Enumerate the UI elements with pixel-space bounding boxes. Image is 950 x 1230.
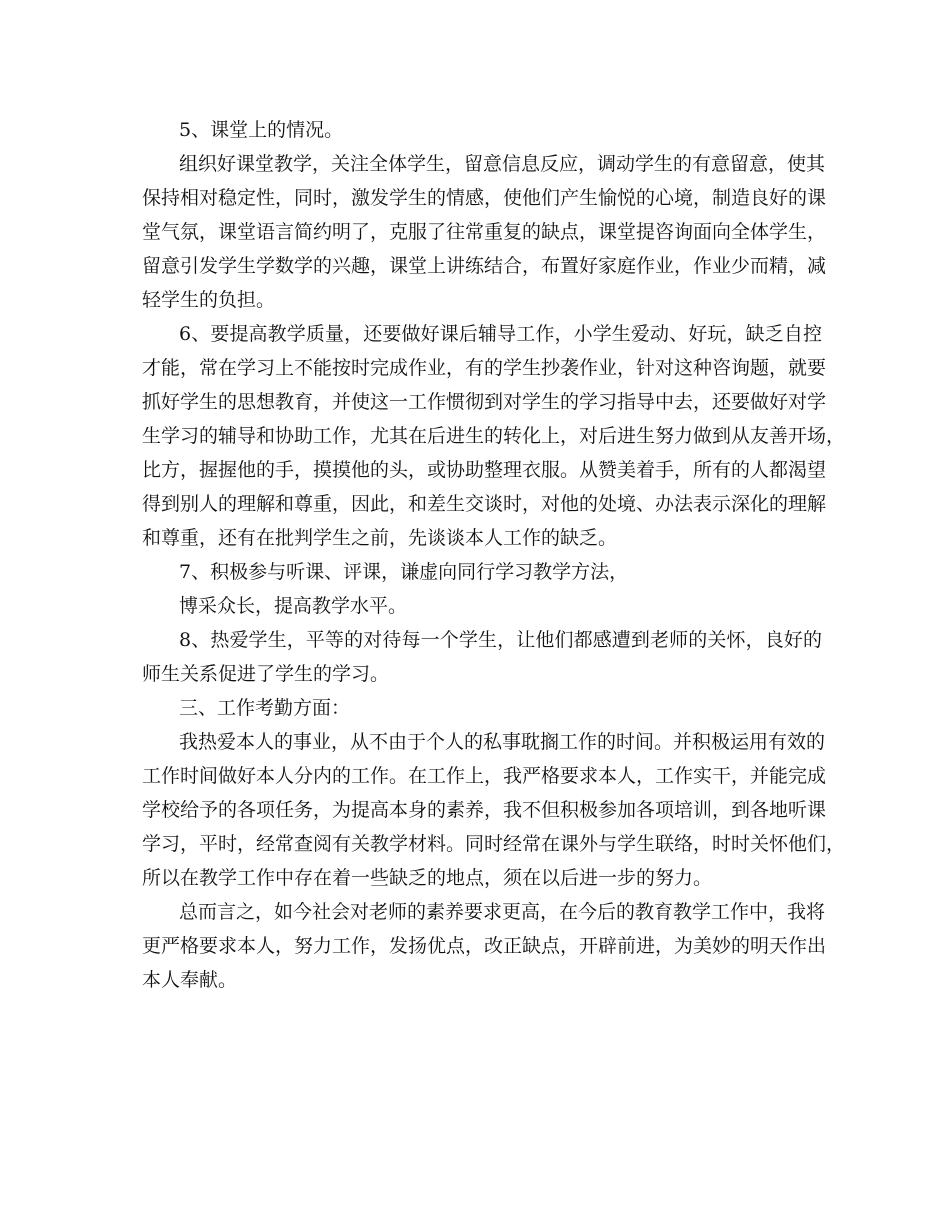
paragraph-line: 生学习的辅导和协助工作，尤其在后进生的转化上，对后进生努力做到从友善开场， — [142, 425, 846, 447]
paragraph-line: 工作时间做好本人分内的工作。在工作上，我严格要求本人，工作实干，并能完成 — [142, 765, 827, 787]
paragraph-line: 学习，平时，经常查阅有关教学材料。同时经常在课外与学生联络，时时关怀他们， — [142, 833, 846, 855]
paragraph-p9 — [142, 895, 827, 997]
paragraph-line: 留意引发学生学数学的兴趣，课堂上讲练结合，布置好家庭作业，作业少而精，减 — [142, 255, 827, 277]
paragraph-line: 学校给予的各项任务，为提高本身的素养，我不但积极参加各项培训，到各地听课 — [142, 799, 827, 821]
paragraph-line: 轻学生的负担。 — [142, 289, 276, 311]
paragraph-line: 和尊重，还有在批判学生之前，先谈谈本人工作的缺乏。 — [142, 527, 618, 549]
paragraph-line: 得到别人的理解和尊重，因此，和差生交谈时，对他的处境、办法表示深化的理解 — [142, 493, 827, 515]
paragraph-line: 6、要提高教学质量，还要做好课后辅导工作，小学生爱动、好玩，缺乏自控 — [179, 323, 822, 345]
paragraph-line: 师生关系促进了学生的学习。 — [142, 663, 390, 685]
paragraph-line: 堂气氛，课堂语言简约明了，克服了往常重复的缺点，课堂提咨询面向全体学生， — [142, 221, 827, 243]
paragraph-line: 我热爱本人的事业，从不由于个人的私事耽搁工作的时间。并积极运用有效的 — [179, 731, 826, 753]
paragraph-p6 — [142, 623, 822, 691]
paragraph-line: 保持相对稳定性，同时，激发学生的情感，使他们产生愉悦的心境，制造良好的课 — [142, 187, 827, 209]
paragraph-line: 8、热爱学生，平等的对待每一个学生，让他们都感遭到老师的关怀，良好的 — [179, 629, 822, 651]
paragraph-line: 才能，常在学习上不能按时完成作业，有的学生抄袭作业，针对这种咨询题，就要 — [142, 357, 827, 379]
paragraph-line: 更严格要求本人，努力工作，发扬优点，改正缺点，开辟前进，为美妙的明天作出 — [142, 935, 827, 957]
paragraph-p3 — [142, 317, 846, 555]
paragraph-p7 — [142, 691, 822, 725]
paragraph-p2 — [142, 147, 827, 317]
paragraph-p8 — [142, 725, 846, 895]
paragraph-line: 本人奉献。 — [142, 969, 238, 991]
paragraph-line: 比方，握握他的手，摸摸他的头，或协助整理衣服。从赞美着手，所有的人都渴望 — [142, 459, 827, 481]
paragraph-line: 总而言之，如今社会对老师的素养要求更高，在今后的教育教学工作中，我将 — [179, 901, 826, 923]
paragraph-line: 抓好学生的思想教育，并使这一工作惯彻到对学生的学习指导中去，还要做好对学 — [142, 391, 827, 413]
document-body — [142, 113, 846, 997]
paragraph-p1 — [142, 113, 822, 147]
paragraph-line: 博采众长，提高教学水平。 — [179, 595, 408, 617]
paragraph-p5 — [142, 589, 822, 623]
paragraph-line: 5、课堂上的情况。 — [179, 119, 344, 141]
paragraph-line: 所以在教学工作中存在着一些缺乏的地点，须在以后进一步的努力。 — [142, 867, 713, 889]
paragraph-line: 三、工作考勤方面： — [179, 697, 351, 719]
paragraph-p4 — [142, 555, 822, 589]
paragraph-line: 组织好课堂教学，关注全体学生，留意信息反应，调动学生的有意留意，使其 — [179, 153, 826, 175]
paragraph-line: 7、积极参与听课、评课，谦虚向同行学习教学方法， — [179, 561, 629, 583]
